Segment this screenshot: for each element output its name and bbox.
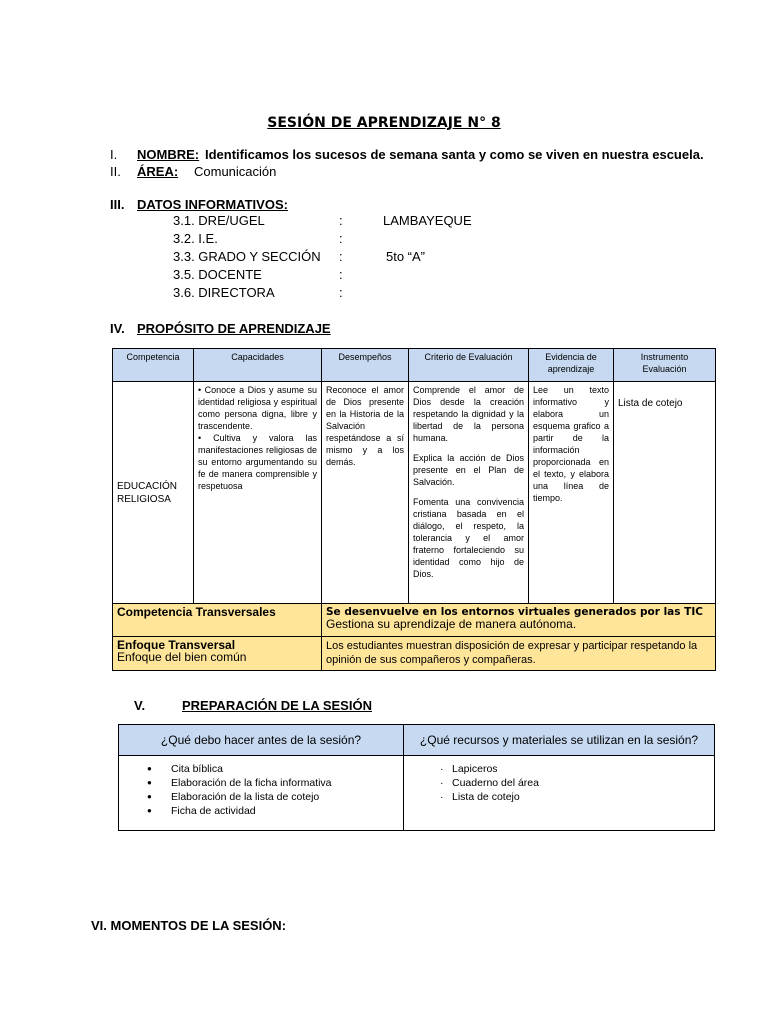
area-value: Comunicación <box>194 164 277 179</box>
table-row <box>113 382 716 604</box>
enfoque-row <box>113 637 716 671</box>
list-item: · Lista de cotejo <box>404 790 714 804</box>
enfoque-label1: Enfoque Transversal <box>117 638 236 652</box>
preparacion-label: PREPARACIÓN DE LA SESIÓN <box>182 698 372 713</box>
header-antes: ¿Qué debo hacer antes de la sesión? <box>119 725 404 756</box>
criterio-item: Comprende el amor de Dios desde la creación respetando la dignidad y la libertad de la persona humana. <box>413 385 524 443</box>
section-nombre <box>110 147 704 163</box>
cell-capacidades <box>194 382 322 604</box>
preparacion-table <box>118 724 715 831</box>
section-datos-informativos <box>110 197 288 213</box>
datos-sep: : <box>339 285 343 300</box>
area-label: ÁREA: <box>137 164 179 179</box>
capacidad-item: • Conoce a Dios y asume su identidad religiosa y espiritual como persona digna, libre y trascendente. <box>198 385 317 431</box>
datos-list <box>173 212 573 302</box>
transversal-row <box>113 604 716 637</box>
header-competencia: Competencia <box>113 349 194 382</box>
header-recursos: ¿Qué recursos y materiales se utilizan en la sesión? <box>404 725 715 756</box>
datos-key: 3.2. I.E. <box>173 231 218 246</box>
datos-sep: : <box>339 213 343 228</box>
datos-label: DATOS INFORMATIVOS: <box>137 197 288 212</box>
transversal-value <box>322 604 716 637</box>
capacidad-item: • Cultiva y valora las manifestaciones religiosas de su entorno argumentando su fe de manera comprensible y respetuosa <box>198 433 317 491</box>
criterio-item: Explica la acción de Dios presente en el Plan de Salvación. <box>413 453 524 487</box>
table-header-row <box>113 349 716 382</box>
datos-row <box>173 284 573 302</box>
proposito-label: PROPÓSITO DE APRENDIZAJE <box>137 321 331 336</box>
enfoque-label <box>113 637 322 671</box>
datos-row <box>173 230 573 248</box>
table-header-row <box>119 725 715 756</box>
datos-key: 3.1. DRE/UGEL <box>173 213 265 228</box>
list-item: ● Elaboración de la lista de cotejo <box>119 790 403 804</box>
transversal-line2: Gestiona su aprendizaje de manera autónoma. <box>326 617 577 631</box>
table-row <box>119 756 715 831</box>
datos-row <box>173 212 573 230</box>
datos-row <box>173 248 573 266</box>
nombre-value: Identificamos los sucesos de semana santa y como se viven en nuestra escuela. <box>205 147 704 162</box>
section-area <box>110 164 277 180</box>
transversal-line1: Se desenvuelve en los entornos virtuales generados por las TIC <box>326 606 703 618</box>
header-capacidades: Capacidades <box>194 349 322 382</box>
section-number: II. <box>110 164 121 179</box>
datos-sep: : <box>339 249 343 264</box>
list-item: ● Cita bíblica <box>119 762 403 776</box>
list-item: · Cuaderno del área <box>404 776 714 790</box>
cell-antes <box>119 756 404 831</box>
enfoque-label2: Enfoque del bien común <box>117 650 247 664</box>
header-criterio: Criterio de Evaluación <box>409 349 529 382</box>
transversal-label: Competencia Transversales <box>113 604 322 637</box>
section-number: IV. <box>110 321 125 336</box>
section-number: V. <box>134 698 146 713</box>
nombre-label: NOMBRE: <box>137 147 200 162</box>
cell-criterios <box>409 382 529 604</box>
header-evidencia: Evidencia de aprendizaje <box>529 349 614 382</box>
cell-competencia: EDUCACIÓN RELIGIOSA <box>113 382 194 604</box>
section-number: I. <box>110 147 118 162</box>
list-item: ● Ficha de actividad <box>119 804 403 818</box>
datos-value: 5to “A” <box>386 249 426 264</box>
datos-sep: : <box>339 231 343 246</box>
cell-desempenos: Reconoce el amor de Dios presente en la Historia de la Salvación respetándose a sí mismo y a los demás. <box>322 382 409 604</box>
list-item: ● Elaboración de la ficha informativa <box>119 776 403 790</box>
criterio-item: Fomenta una convivencia cristiana basada en el diálogo, el respeto, la tolerancia y el amor fraterno fortaleciendo su identidad como hijo de Dios. <box>413 497 524 579</box>
cell-recursos <box>404 756 715 831</box>
datos-value: LAMBAYEQUE <box>383 213 472 228</box>
datos-sep: : <box>339 267 343 282</box>
cell-instrumento: Lista de cotejo <box>614 382 716 604</box>
proposito-table <box>112 348 716 671</box>
datos-key: 3.6. DIRECTORA <box>173 285 275 300</box>
section-number: III. <box>110 197 125 212</box>
section-momentos: VI. MOMENTOS DE LA SESIÓN: <box>91 918 287 933</box>
header-desempenos: Desempeños <box>322 349 409 382</box>
header-instrumento: Instrumento Evaluación <box>614 349 716 382</box>
list-item: · Lapiceros <box>404 762 714 776</box>
document-title: SESIÓN DE APRENDIZAJE N° 8 <box>267 115 501 131</box>
cell-evidencia: Lee un texto informativo y elabora un esquema grafico a partir de la información proporcionada en el texto, y elabora una línea de tiempo. <box>529 382 614 604</box>
datos-row <box>173 266 573 284</box>
section-proposito <box>110 321 331 337</box>
datos-key: 3.3. GRADO Y SECCIÓN <box>173 249 321 264</box>
datos-key: 3.5. DOCENTE <box>173 267 262 282</box>
enfoque-value: Los estudiantes muestran disposición de expresar y participar respetando la opinión de sus compañeros y compañeras. <box>322 637 716 671</box>
section-preparacion <box>134 698 372 714</box>
